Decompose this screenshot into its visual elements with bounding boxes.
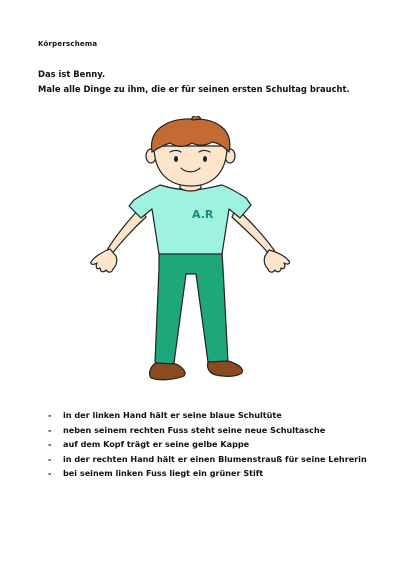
bullet: - xyxy=(48,468,52,479)
intro-line-1: Das ist Benny. xyxy=(38,69,106,79)
right-shoe xyxy=(207,361,242,376)
task-item xyxy=(48,423,367,438)
task-text: auf dem Kopf trägt er seine gelbe Kappe xyxy=(63,439,250,450)
task-text: in der linken Hand hält er seine blaue Schultüte xyxy=(63,410,282,420)
pants xyxy=(155,252,228,364)
bullet: - xyxy=(48,424,52,435)
task-item xyxy=(48,466,367,481)
bullet: - xyxy=(48,439,52,450)
task-list xyxy=(48,408,367,481)
hair-tuft xyxy=(192,116,201,120)
intro-line-2: Male alle Dinge zu ihm, die er für seinen ersten Schultag braucht. xyxy=(38,84,350,94)
right-eye xyxy=(203,156,207,162)
task-text: neben seinem rechten Fuss steht seine neue Schultasche xyxy=(63,424,326,435)
task-item xyxy=(48,408,367,423)
task-text: bei seinem linken Fuss liegt ein grüner Stift xyxy=(63,468,264,479)
right-hand xyxy=(264,250,289,272)
bullet: - xyxy=(48,453,52,464)
shirt xyxy=(129,185,251,254)
face xyxy=(154,146,227,186)
instructions xyxy=(38,67,378,97)
document-label: Körperschema xyxy=(38,40,98,48)
left-hand xyxy=(91,249,117,272)
task-text: in der rechten Hand hält er einen Blumenstrauß für seine Lehrerin xyxy=(63,453,367,464)
task-item xyxy=(48,437,367,452)
task-item xyxy=(48,452,367,467)
shirt-print: A.R xyxy=(192,208,214,221)
benny-illustration xyxy=(88,116,294,386)
bullet: - xyxy=(48,410,52,420)
left-shoe xyxy=(150,363,185,380)
left-eye xyxy=(174,156,178,162)
